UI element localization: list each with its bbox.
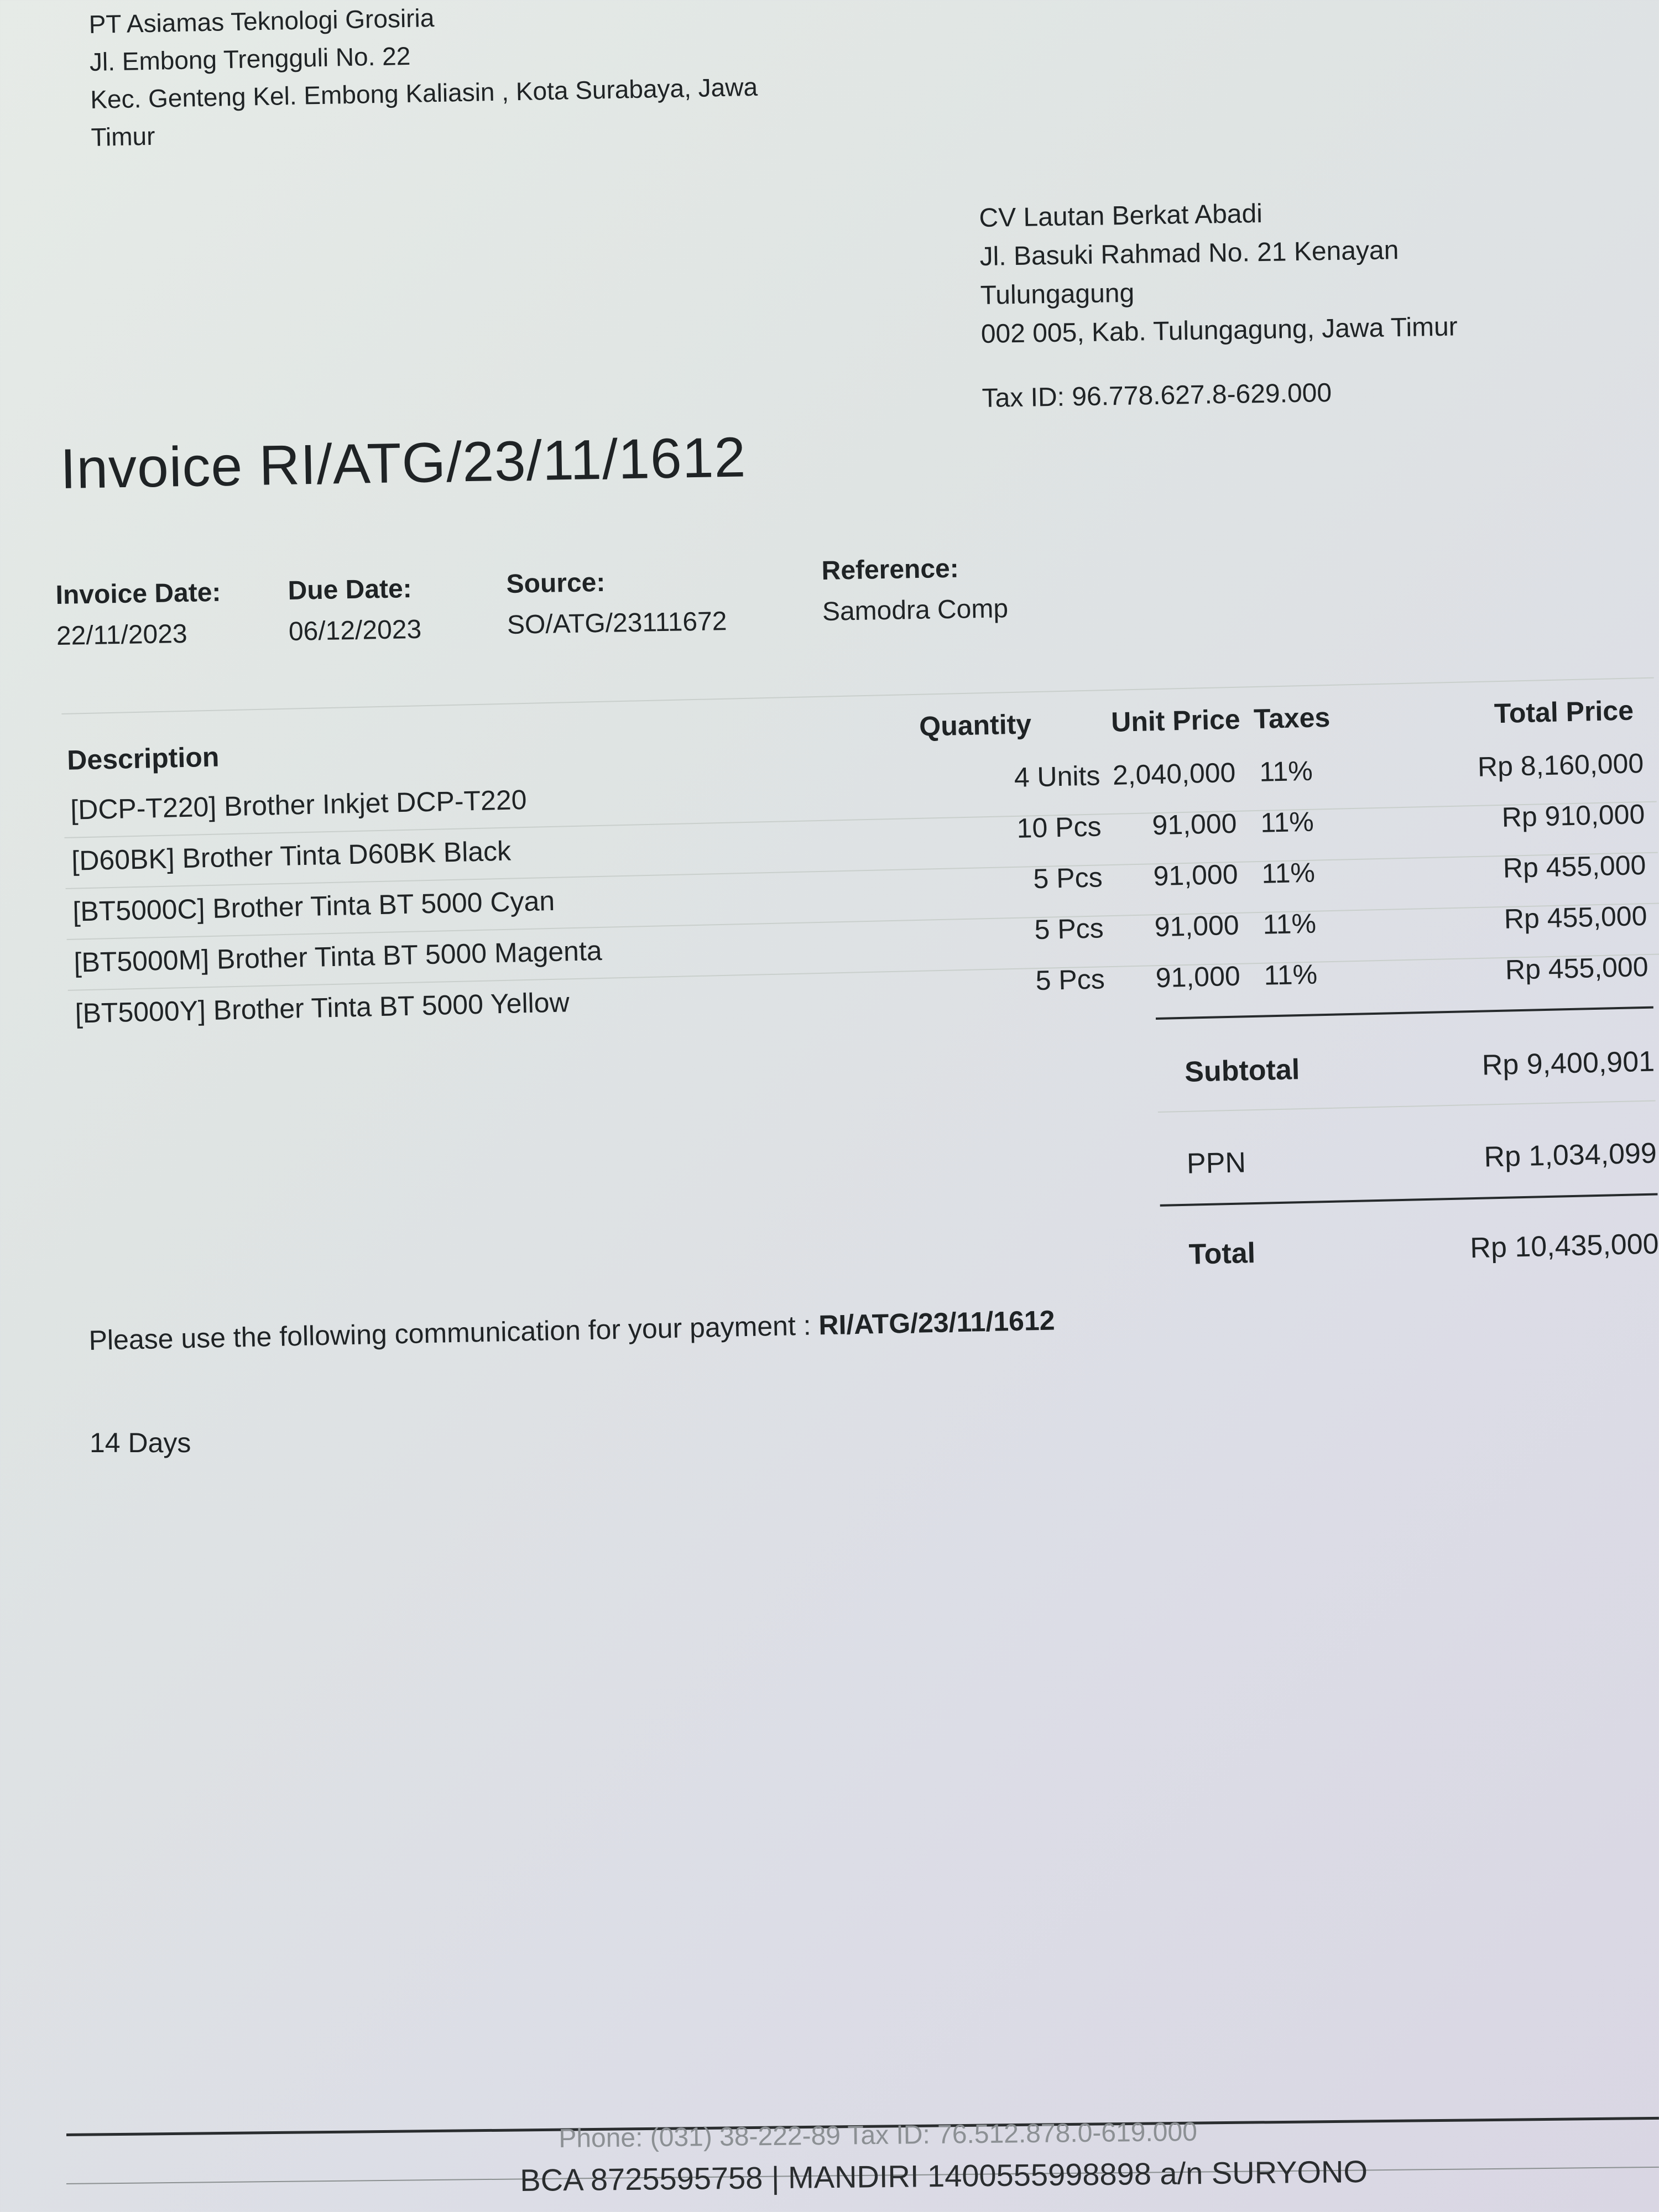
- row-description: [BT5000Y] Brother Tinta BT 5000 Yellow: [75, 987, 570, 1029]
- subtotal-value: Rp 9,400,901: [1481, 1045, 1655, 1082]
- total-value: Rp 10,435,000: [1469, 1228, 1659, 1265]
- row-taxes: 11%: [1264, 958, 1318, 991]
- header-description: Description: [66, 741, 220, 776]
- row-total-price: Rp 910,000: [1501, 799, 1645, 833]
- source-block: [506, 560, 727, 646]
- company-address-line3: Timur: [91, 121, 155, 152]
- row-quantity: 10 Pcs: [1016, 811, 1102, 844]
- customer-tax-id: Tax ID: 96.778.627.8-629.000: [982, 378, 1332, 413]
- payment-terms: 14 Days: [90, 1427, 191, 1458]
- due-date-value: 06/12/2023: [288, 614, 422, 646]
- footer-bank-accounts: BCA 8725595758 | MANDIRI 1400555998898 a/n SURYONO: [520, 2153, 1368, 2198]
- source-value: SO/ATG/23111672: [507, 607, 727, 640]
- invoice-date-block: [55, 572, 222, 657]
- row-total-price: Rp 455,000: [1505, 951, 1649, 985]
- row-quantity: 5 Pcs: [1035, 963, 1105, 997]
- row-quantity: 5 Pcs: [1032, 862, 1103, 895]
- row-taxes: 11%: [1262, 907, 1317, 940]
- customer-address-block: [979, 191, 1459, 418]
- row-description: [BT5000C] Brother Tinta BT 5000 Cyan: [72, 885, 555, 927]
- row-total-price: Rp 8,160,000: [1477, 748, 1644, 782]
- company-address-line1: Jl. Embong Trengguli No. 22: [89, 41, 411, 76]
- invoice-date-label: Invoice Date:: [55, 577, 221, 610]
- row-unit-price: 2,040,000: [1112, 757, 1236, 791]
- subtotal-row: [1157, 1045, 1656, 1100]
- header-unit-price: Unit Price: [1110, 703, 1241, 738]
- row-taxes: 11%: [1261, 857, 1316, 889]
- row-unit-price: 91,000: [1151, 807, 1238, 841]
- total-row: [1161, 1227, 1659, 1282]
- footer-phone-taxid: Phone: (031) 38-222-89 Tax ID: 76.512.878.0-619.000: [559, 2117, 1198, 2153]
- reference-value: Samodra Comp: [822, 594, 1009, 627]
- subtotal-label: Subtotal: [1184, 1053, 1300, 1088]
- row-taxes: 11%: [1259, 755, 1313, 787]
- table-header-top-rule: [61, 677, 1653, 714]
- reference-label: Reference:: [821, 554, 959, 586]
- due-date-block: [288, 568, 422, 653]
- company-address-line2: Kec. Genteng Kel. Embong Kaliasin , Kota Surabaya, Jawa: [90, 72, 758, 114]
- due-date-label: Due Date:: [288, 574, 413, 606]
- row-quantity: 5 Pcs: [1034, 912, 1104, 946]
- row-taxes: 11%: [1260, 806, 1314, 838]
- header-quantity: Quantity: [919, 708, 1032, 742]
- row-description: [D60BK] Brother Tinta D60BK Black: [71, 835, 512, 877]
- subtotal-divider: [1158, 1100, 1656, 1113]
- customer-address-line1: Jl. Basuki Rahmad No. 21 Kenayan: [979, 236, 1399, 272]
- source-label: Source:: [506, 567, 606, 599]
- payment-communication-prefix: Please use the following communication for your payment :: [88, 1310, 820, 1356]
- company-name: PT Asiamas Teknologi Grosiria: [88, 3, 435, 39]
- ppn-row: [1159, 1137, 1657, 1192]
- invoice-date-value: 22/11/2023: [56, 619, 188, 651]
- header-taxes: Taxes: [1253, 701, 1331, 735]
- total-top-rule: [1160, 1193, 1658, 1206]
- payment-communication: [88, 1304, 1055, 1357]
- payment-communication-ref: RI/ATG/23/11/1612: [818, 1305, 1056, 1341]
- customer-name: CV Lautan Berkat Abadi: [979, 199, 1263, 233]
- total-label: Total: [1188, 1237, 1256, 1271]
- ppn-value: Rp 1,034,099: [1483, 1137, 1657, 1173]
- row-total-price: Rp 455,000: [1504, 900, 1648, 935]
- row-unit-price: 91,000: [1152, 858, 1239, 892]
- row-description: [BT5000M] Brother Tinta BT 5000 Magenta: [73, 935, 603, 978]
- reference-block: [821, 547, 1009, 633]
- header-total-price: Total Price: [1494, 695, 1634, 729]
- row-quantity: 4 Units: [1014, 760, 1101, 793]
- row-unit-price: 91,000: [1155, 960, 1241, 994]
- ppn-label: PPN: [1186, 1146, 1246, 1180]
- customer-address-line3: 002 005, Kab. Tulungagung, Jawa Timur: [980, 312, 1458, 349]
- row-description: [DCP-T220] Brother Inkjet DCP-T220: [70, 784, 528, 826]
- company-address-block: [88, 0, 759, 156]
- row-total-price: Rp 455,000: [1503, 849, 1646, 884]
- row-unit-price: 91,000: [1154, 909, 1240, 943]
- invoice-title: Invoice RI/ATG/23/11/1612: [60, 425, 747, 500]
- customer-address-line2: Tulungagung: [980, 278, 1135, 310]
